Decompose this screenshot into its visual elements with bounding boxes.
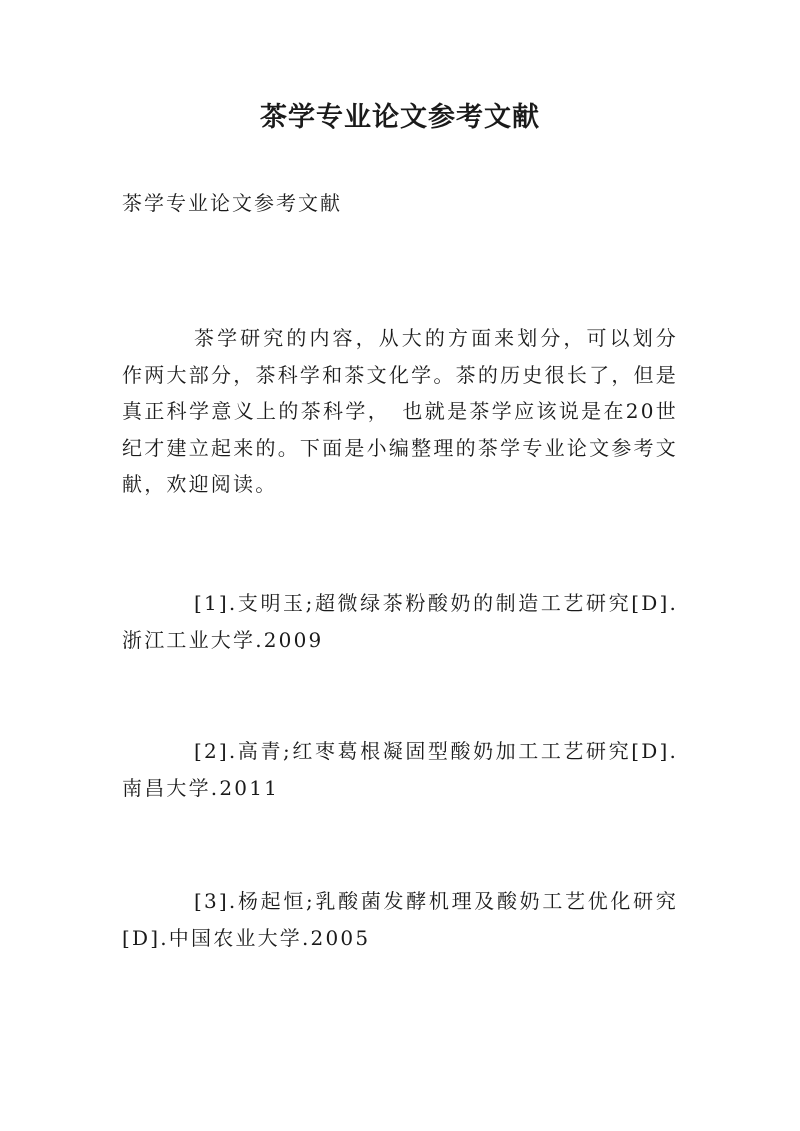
intro-paragraph: 茶学研究的内容，从大的方面来划分，可以划分作两大部分，茶科学和茶文化学。茶的历史很长了，但是真正科学意义上的茶科学， 也就是茶学应该说是在20世纪才建立起来的。下面是小编整理的茶学专业论文参考文献，欢迎阅读。 <box>122 326 678 496</box>
document-subtitle: 茶学专业论文参考文献 <box>122 191 342 215</box>
reference-item: [1].支明玉;超微绿茶粉酸奶的制造工艺研究[D].浙江工业大学.2009 <box>122 591 678 652</box>
reference-item: [2].高青;红枣葛根凝固型酸奶加工工艺研究[D].南昌大学.2011 <box>122 739 678 800</box>
document-title: 茶学专业论文参考文献 <box>260 102 540 133</box>
reference-item: [3].杨起恒;乳酸菌发酵机理及酸奶工艺优化研究[D].中国农业大学.2005 <box>122 889 678 950</box>
